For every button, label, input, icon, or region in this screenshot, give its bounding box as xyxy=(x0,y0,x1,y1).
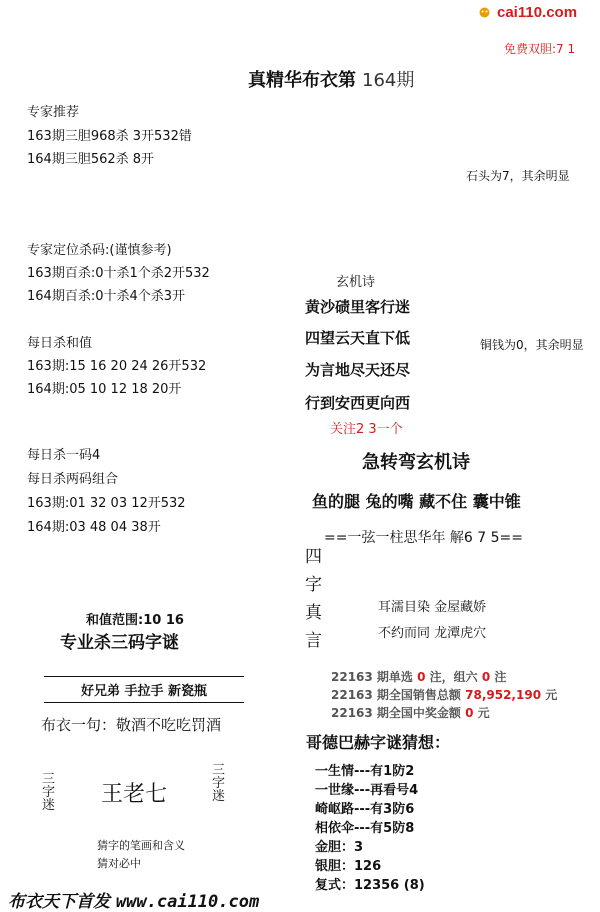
stat-single xyxy=(331,668,506,685)
turn-line: 鱼的腿 兔的嘴 藏不住 囊中锥 xyxy=(312,492,521,511)
footer xyxy=(8,887,259,912)
kill-line: 164期:03 48 04 38开 xyxy=(27,520,161,535)
stat-unit: 元 xyxy=(477,706,490,720)
stat-value: 0 xyxy=(417,670,426,684)
goedel-line: 一世缘---再看号4 xyxy=(315,783,419,798)
stat-label: 22163 期全国销售总额 xyxy=(331,688,461,702)
stat-value: 78,952,190 xyxy=(465,688,542,702)
goedel-title: 哥德巴赫字谜猜想： xyxy=(306,733,451,752)
sum-line: 163期:15 16 20 24 26开532 xyxy=(27,359,207,374)
goedel-line: 复式：12356 (8) xyxy=(315,878,425,893)
sum-range: 和值范围:10 16 xyxy=(86,613,184,628)
expert-title: 专家推荐 xyxy=(27,105,80,120)
phrase: 好兄弟 手拉手 新瓷瓶 xyxy=(44,676,244,703)
sum-title: 每日杀和值 xyxy=(27,336,93,351)
footer-url[interactable]: www.cai110.com xyxy=(115,892,260,912)
note-stone: 石头为7，其余明显 xyxy=(466,169,570,183)
free-pick: 免费双胆:7 1 xyxy=(504,42,576,56)
position-line: 164期百杀:0十杀4个杀3开 xyxy=(27,289,186,304)
stat-value: 0 xyxy=(481,670,491,684)
saying: 布衣一句：敬酒不吃吃罚酒 xyxy=(41,716,222,734)
kill-one: 每日杀一码4 xyxy=(27,448,101,463)
focus: 关注2 3一个 xyxy=(330,422,403,437)
stat-unit: 元 xyxy=(545,688,558,702)
footer-text: 布衣天下首发 xyxy=(8,892,110,912)
hint-line: 猜对必中 xyxy=(97,857,141,870)
riddle-seal-left: 三字迷 xyxy=(42,772,56,813)
mascot-icon xyxy=(478,7,491,18)
sum-line: 164期:05 10 12 18 20开 xyxy=(27,382,182,397)
note-coin: 铜钱为0，其余明显 xyxy=(480,338,584,352)
goedel-line: 相依伞---有5防8 xyxy=(315,821,415,836)
position-title: 专家定位杀码:(谨慎参考) xyxy=(27,243,172,258)
goedel-line: 崎岖路---有3防6 xyxy=(315,802,415,817)
stat-value: 0 xyxy=(465,706,474,720)
four-char-line: 耳濡目染 金屋藏娇 xyxy=(378,600,487,615)
stat-mid: 注，组六 xyxy=(429,670,478,684)
stat-unit: 注 xyxy=(494,670,507,684)
riddle-name: 王老七 xyxy=(101,782,168,807)
kill-line: 163期:01 32 03 12开532 xyxy=(27,496,186,511)
brand-link[interactable]: cai110.com xyxy=(497,4,578,21)
title-text: 真精华布衣第 xyxy=(248,70,356,91)
riddle-title: 专业杀三码字谜 xyxy=(60,633,179,653)
riddle-seal-right: 三字迷 xyxy=(212,763,226,804)
page-title xyxy=(248,66,414,92)
turn-title: 急转弯玄机诗 xyxy=(362,452,470,473)
expert-line: 163期三胆968杀 3开532错 xyxy=(27,129,192,144)
goedel-line: 金胆：3 xyxy=(315,840,364,855)
poem-title: 玄机诗 xyxy=(336,275,376,290)
four-char-label: 四字真言 xyxy=(305,547,322,651)
hint-line: 猜字的笔画和含义 xyxy=(97,839,185,852)
poem-line: 四望云天直下低 xyxy=(305,329,411,347)
issue-number: 164期 xyxy=(362,70,415,91)
kill-two: 每日杀两码组合 xyxy=(27,472,119,487)
stat-sales xyxy=(331,686,557,703)
goedel-line: 银胆：126 xyxy=(315,859,382,874)
stat-label: 22163 期单选 xyxy=(331,670,413,684)
position-line: 163期百杀:0十杀1个杀2开532 xyxy=(27,266,210,281)
expert-line: 164期三胆562杀 8开 xyxy=(27,152,155,167)
goedel-line: 一生情---有1防2 xyxy=(315,764,415,779)
poem-line: 为言地尽天还尽 xyxy=(305,361,411,379)
string-line: ==一弦一柱思华年 解6 7 5== xyxy=(324,530,523,546)
stat-label: 22163 期全国中奖金额 xyxy=(331,706,461,720)
four-char-line: 不约而同 龙潭虎穴 xyxy=(378,626,487,641)
poem-line: 黄沙碛里客行迷 xyxy=(305,298,411,316)
poem-line: 行到安西更向西 xyxy=(305,394,411,412)
stat-prize xyxy=(331,704,490,721)
